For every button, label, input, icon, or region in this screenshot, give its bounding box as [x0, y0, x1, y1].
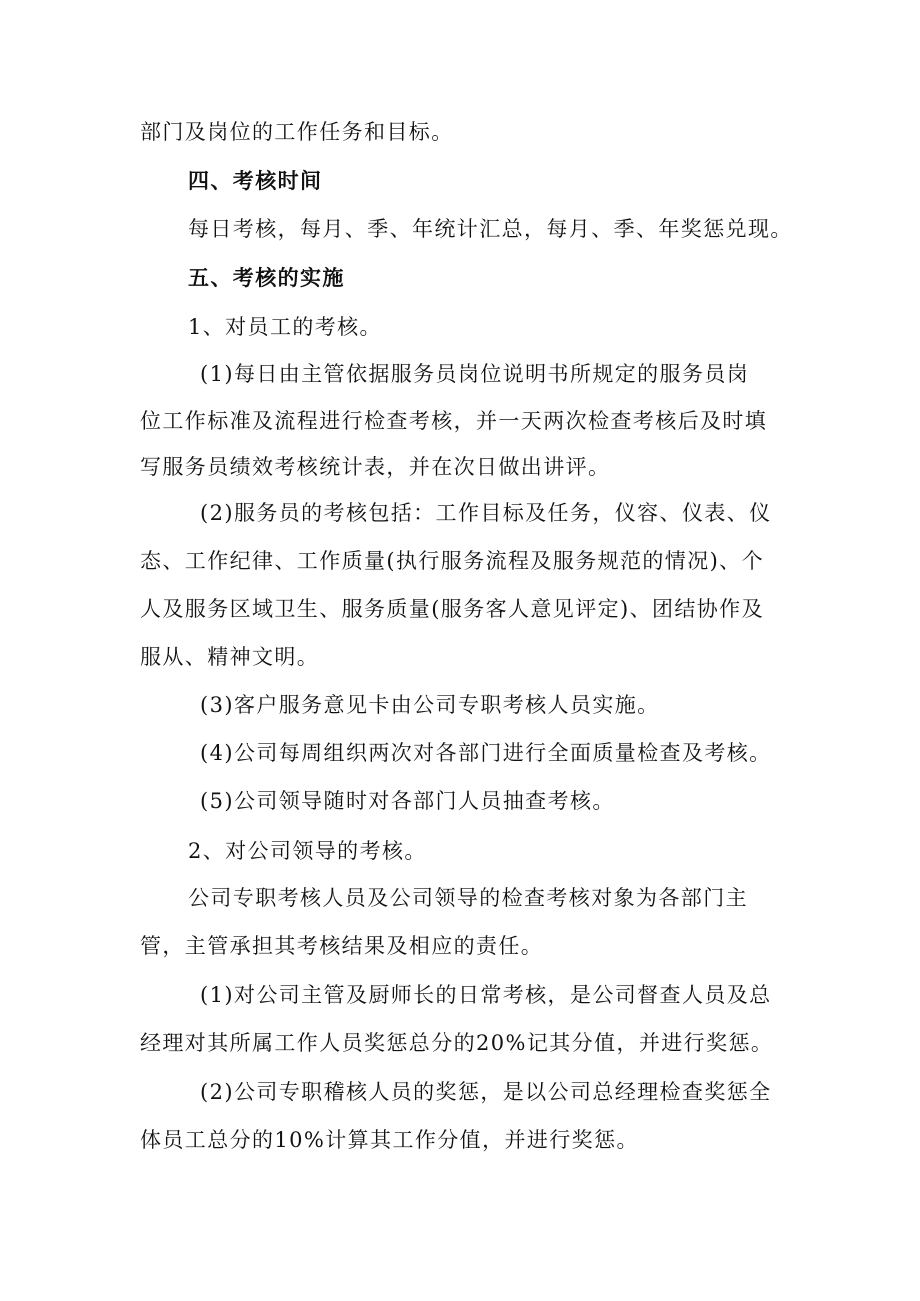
paragraph-line: 服从、精神文明。 [140, 645, 320, 669]
paragraph-line: (3)客户服务意见卡由公司专职考核人员实施。 [200, 693, 660, 717]
paragraph-line: 态、工作纪律、工作质量(执行服务流程及服务规范的情况)、个 [140, 549, 764, 573]
paragraph-line: 部门及岗位的工作任务和目标。 [140, 120, 454, 144]
subsection-heading: 2、对公司领导的考核。 [188, 839, 427, 863]
paragraph-line: (5)公司领导随时对各部门人员抽查考核。 [200, 789, 615, 813]
paragraph-line: 经理对其所属工作人员奖惩总分的20%记其分值，并进行奖惩。 [140, 1031, 774, 1055]
paragraph-line: 位工作标准及流程进行检查考核，并一天两次检查考核后及时填 [140, 409, 768, 433]
paragraph-line: (1)对公司主管及厨师长的日常考核，是公司督查人员及总 [200, 983, 772, 1007]
paragraph-line: (4)公司每周组织两次对各部门进行全面质量检查及考核。 [200, 741, 772, 765]
paragraph-line: 管，主管承担其考核结果及相应的责任。 [140, 934, 544, 958]
section-heading: 五、考核的实施 [188, 266, 345, 290]
paragraph-line: (2)服务员的考核包括：工作目标及任务，仪容、仪表、仪 [200, 501, 772, 525]
paragraph-line: 体员工总分的10%计算其工作分值，并进行奖惩。 [140, 1128, 639, 1152]
subsection-heading: 1、对员工的考核。 [188, 315, 382, 339]
paragraph-line: 公司专职考核人员及公司领导的检查考核对象为各部门主 [188, 886, 748, 910]
paragraph-line: 每日考核，每月、季、年统计汇总，每月、季、年奖惩兑现。 [188, 217, 793, 241]
paragraph-line: (1)每日由主管依据服务员岗位说明书所规定的服务员岗 [200, 362, 750, 386]
paragraph-line: (2)公司专职稽核人员的奖惩，是以公司总经理检查奖惩全 [200, 1080, 772, 1104]
section-heading: 四、考核时间 [188, 169, 323, 193]
paragraph-line: 人及服务区域卫生、服务质量(服务客人意见评定)、团结协作及 [140, 597, 764, 621]
paragraph-line: 写服务员绩效考核统计表，并在次日做出讲评。 [140, 455, 611, 479]
